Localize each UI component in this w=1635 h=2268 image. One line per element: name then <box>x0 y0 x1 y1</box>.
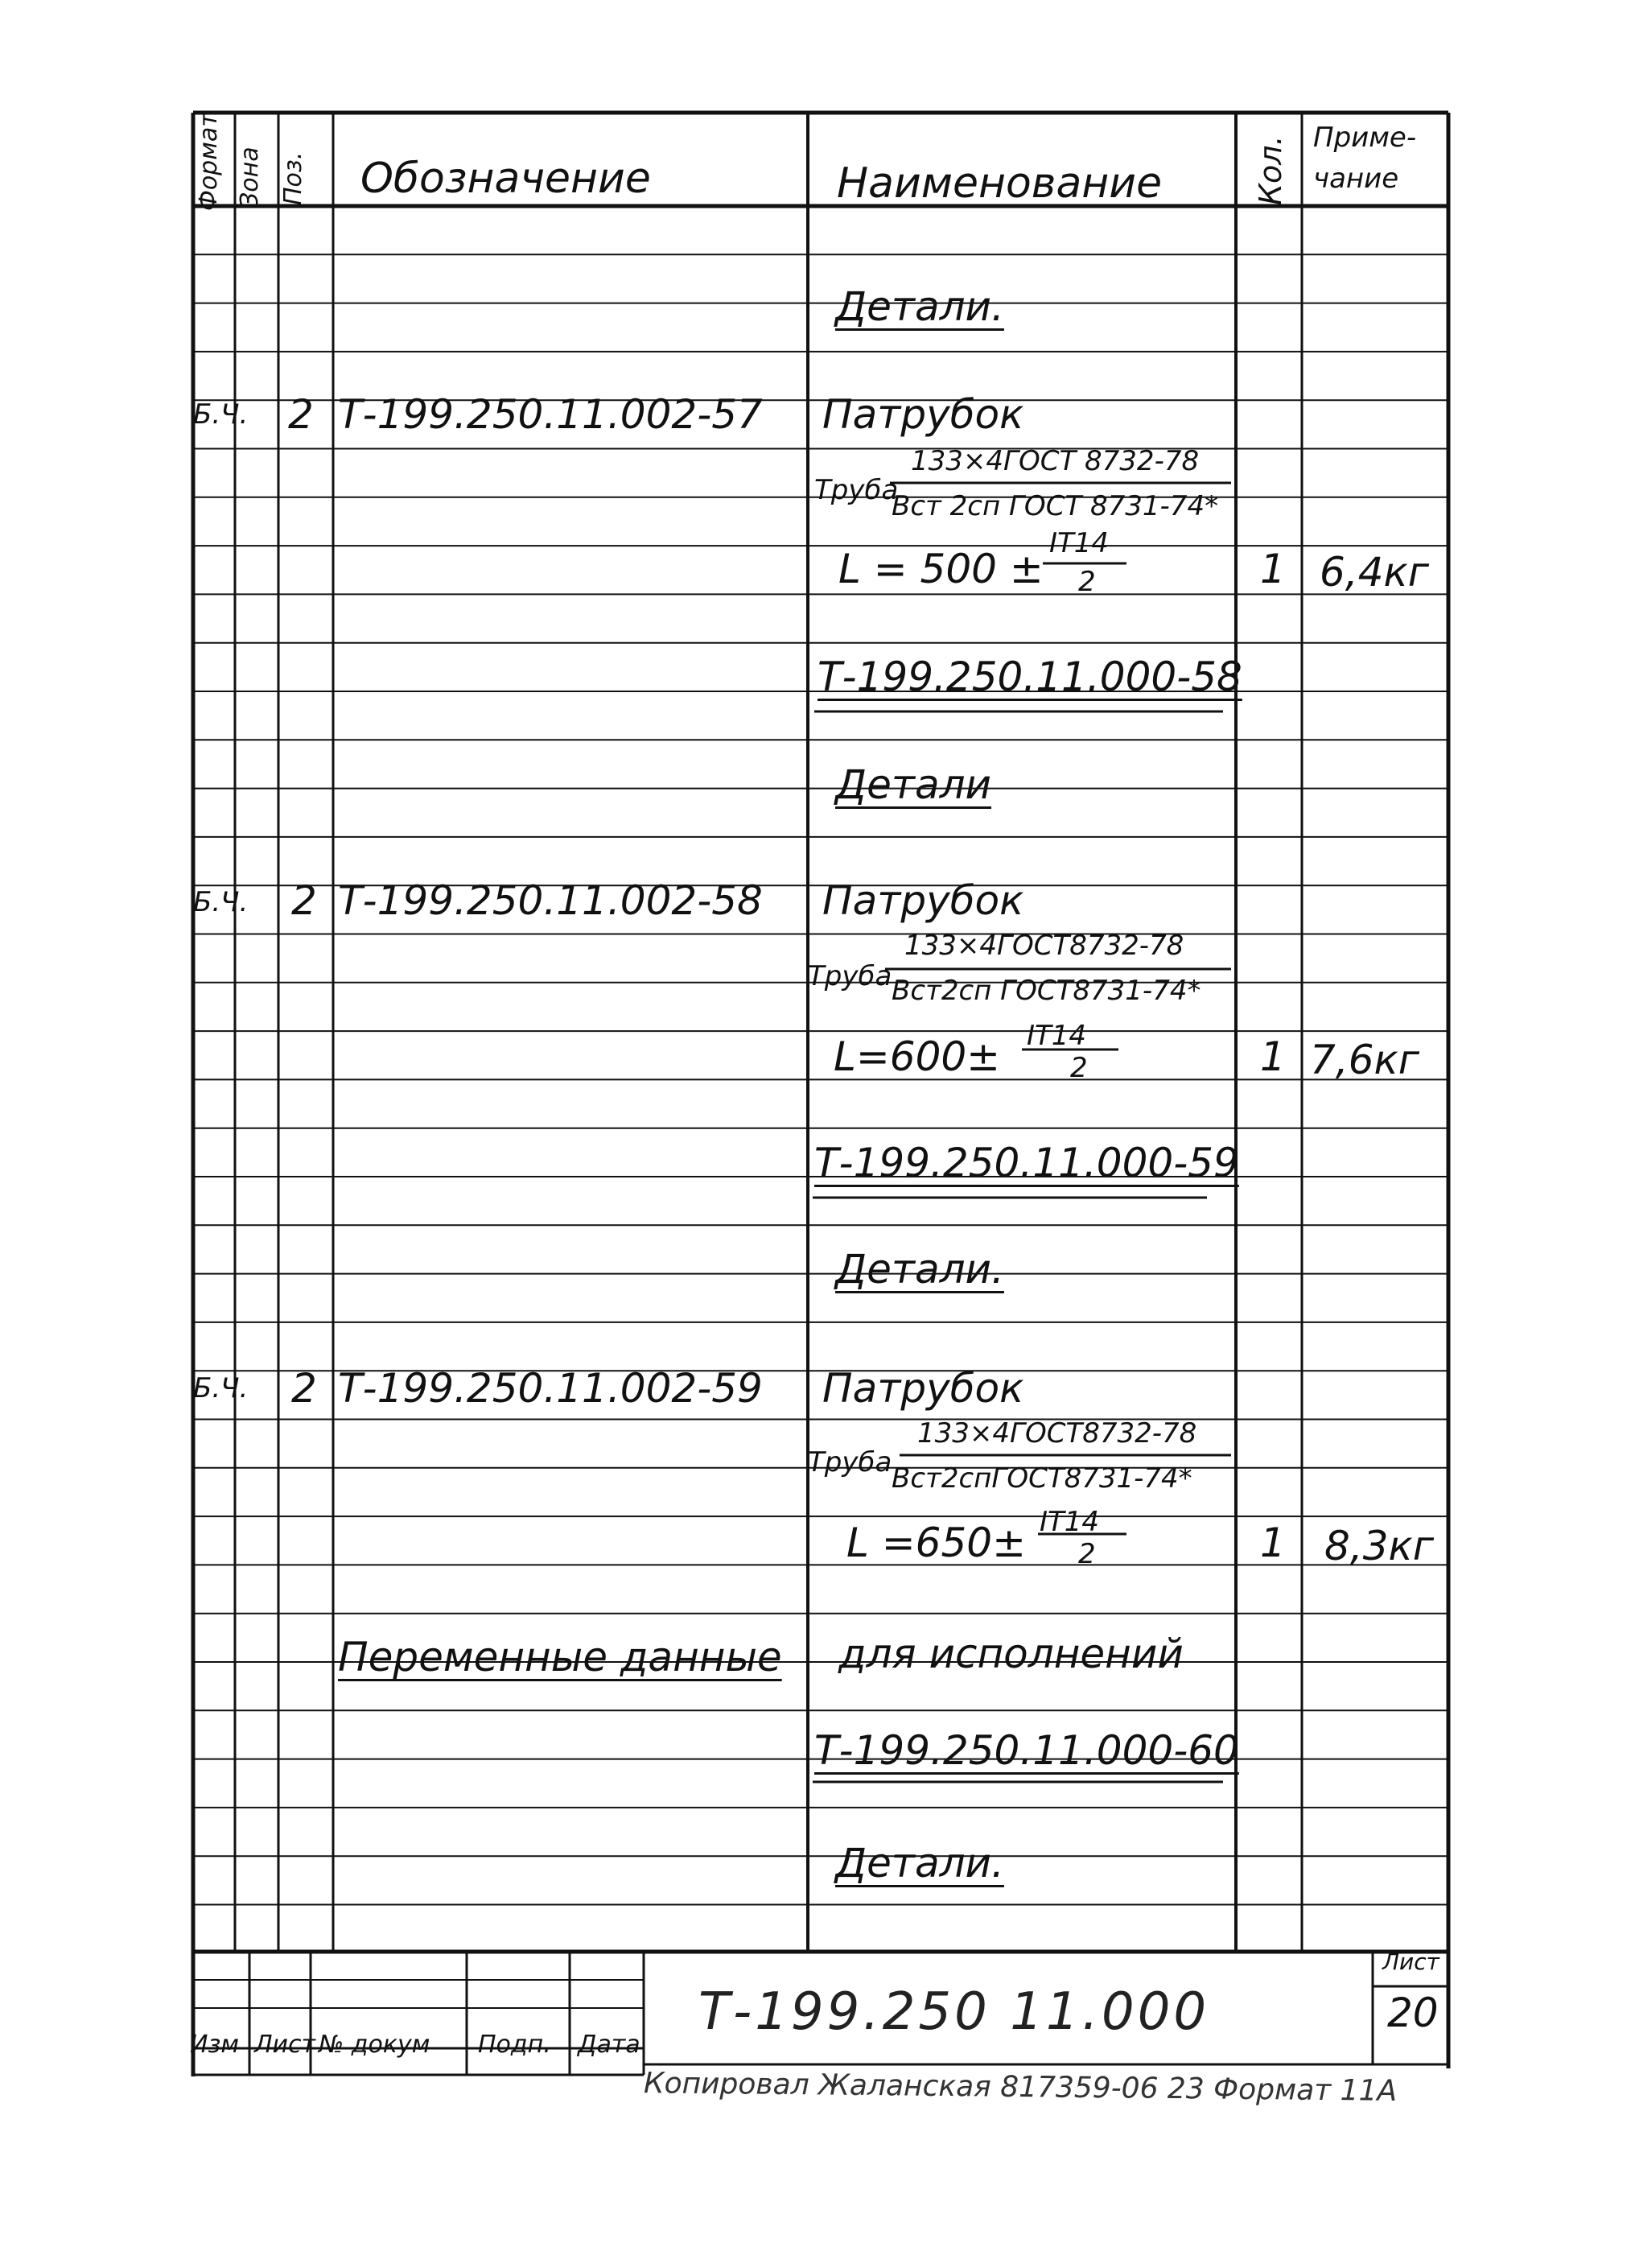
pos-1: 2 <box>288 391 314 438</box>
header-zone: Зона <box>236 146 264 208</box>
title-block-sign: Подп. <box>478 2031 551 2059</box>
name-3: Патрубок <box>822 1365 1024 1412</box>
material-top-3: 133×4ГОСТ8732-78 <box>917 1417 1197 1449</box>
material-top-1: 133×4ГОСТ 8732-78 <box>911 445 1200 477</box>
title-block-izm: Изм <box>190 2031 240 2059</box>
variable-data-doc: Т-199.250.11.000-60 <box>814 1727 1239 1774</box>
note-2: 7,6кг <box>1310 1037 1419 1083</box>
name-1: Патрубок <box>822 391 1024 438</box>
qty-1: 1 <box>1260 546 1286 592</box>
material-prefix-1: Труба <box>814 474 899 506</box>
length-3: L =650± <box>846 1520 1026 1566</box>
header-name: Наименование <box>837 159 1163 208</box>
tol-top-2: IT14 <box>1027 1020 1087 1052</box>
tol-bottom-1: 2 <box>1078 566 1096 598</box>
header-note-line1: Приме- <box>1313 122 1417 154</box>
designation-1: Т-199.250.11.002-57 <box>338 391 763 438</box>
title-block-doc: № докум <box>319 2031 430 2059</box>
title-block-list: Лист <box>254 2031 316 2059</box>
title-block-sheet-label: Лист <box>1382 1948 1439 1975</box>
variable-data-title: Детали. <box>835 1840 1004 1887</box>
pos-3: 2 <box>291 1365 317 1412</box>
variable-data-left: Переменные данные <box>338 1634 782 1680</box>
material-bottom-2: Вст2сп ГОСТ8731-74* <box>892 975 1201 1007</box>
header-format: Формат <box>195 113 223 211</box>
material-bottom-3: Вст2спГОСТ8731-74* <box>892 1462 1192 1495</box>
copy-note: Копировал Жаланская 817359-06 23 Формат 11А <box>643 2067 1398 2108</box>
pos-2: 2 <box>291 877 317 924</box>
next-doc-1: Т-199.250.11.000-58 <box>818 654 1242 700</box>
name-2: Патрубок <box>822 877 1024 924</box>
designation-3: Т-199.250.11.002-59 <box>338 1365 763 1412</box>
variable-data-right: для исполнений <box>838 1631 1184 1677</box>
tol-top-1: IT14 <box>1049 527 1110 559</box>
tol-bottom-3: 2 <box>1078 1538 1096 1570</box>
qty-2: 1 <box>1260 1033 1286 1080</box>
designation-2: Т-199.250.11.002-58 <box>338 877 763 924</box>
title-block-date: Дата <box>578 2031 640 2059</box>
tol-bottom-2: 2 <box>1070 1052 1088 1084</box>
qty-3: 1 <box>1260 1520 1286 1566</box>
length-2: L=600± <box>834 1033 1001 1080</box>
tol-top-3: IT14 <box>1040 1506 1100 1538</box>
note-3: 8,3кг <box>1324 1523 1434 1569</box>
material-prefix-2: Труба <box>808 960 892 992</box>
note-1: 6,4кг <box>1320 549 1429 596</box>
material-bottom-1: Вст 2сп ГОСТ 8731-74* <box>892 490 1219 522</box>
length-1: L = 500 ± <box>838 546 1044 592</box>
material-top-2: 133×4ГОСТ8732-78 <box>904 930 1184 962</box>
section-title-2: Детали <box>835 761 992 808</box>
format-3: Б.Ч. <box>193 1372 249 1404</box>
header-note-line2: чание <box>1313 163 1399 195</box>
next-doc-2: Т-199.250.11.000-59 <box>814 1140 1239 1186</box>
title-block-sheet-no: 20 <box>1387 1990 1439 2036</box>
format-2: Б.Ч. <box>193 886 249 918</box>
header-designation: Обозначение <box>360 155 651 203</box>
header-pos: Поз. <box>279 151 307 205</box>
section-title-1: Детали. <box>835 283 1004 330</box>
material-prefix-3: Труба <box>808 1446 892 1478</box>
format-1: Б.Ч. <box>193 398 249 431</box>
section-title-3: Детали. <box>835 1246 1004 1293</box>
title-block-code: Т-199.250 11.000 <box>698 1982 1210 2042</box>
header-qty: Кол. <box>1253 135 1288 205</box>
